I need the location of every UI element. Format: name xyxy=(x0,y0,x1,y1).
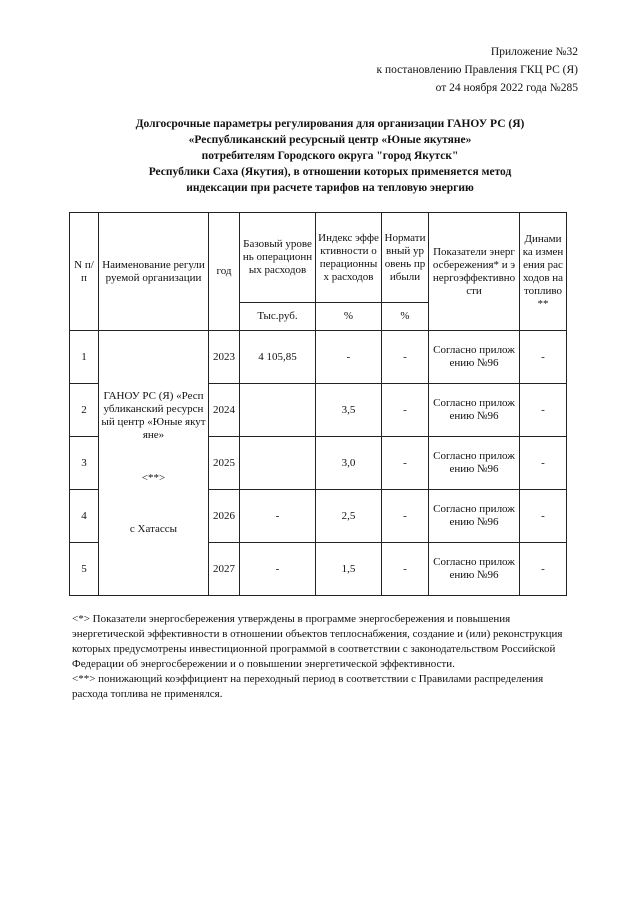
org-location: с Хатассы xyxy=(129,523,178,535)
row-energy: Согласно приложению №96 xyxy=(429,490,520,543)
unit-index: % xyxy=(316,303,382,331)
row-num: 5 xyxy=(70,543,99,596)
row-energy: Согласно приложению №96 xyxy=(429,331,520,384)
header-num: N п/п xyxy=(70,213,99,331)
title-line: «Республиканский ресурсный центр «Юные якутяне» xyxy=(188,134,472,146)
row-dynamics: - xyxy=(520,384,567,437)
title-line: индексации при расчете тарифов на тепловую энергию xyxy=(186,182,474,194)
unit-base: Тыс.руб. xyxy=(240,303,316,331)
row-year: 2024 xyxy=(209,384,240,437)
row-year: 2027 xyxy=(209,543,240,596)
parameters-table xyxy=(69,212,567,596)
table-row xyxy=(70,331,567,384)
row-index: 2,5 xyxy=(316,490,382,543)
footnote-energy: <*> Показатели энергосбережения утверждены в программе энергосбережения и повышения энергетической эффективности в отношении объектов теплоснабжения, создание и (или) реконструкция которых предусмотрены инвестиционной программой в соответствии с законодательством Российской Федерации об энергосбережении и о повышении энергетической эффективности. xyxy=(72,613,563,670)
unit-norm: % xyxy=(382,303,429,331)
footnotes xyxy=(72,612,572,702)
document-title xyxy=(60,116,600,196)
row-index: 3,5 xyxy=(316,384,382,437)
row-base: - xyxy=(240,490,316,543)
row-dynamics: - xyxy=(520,331,567,384)
row-index: 3,0 xyxy=(316,437,382,490)
row-num: 4 xyxy=(70,490,99,543)
org-cell xyxy=(99,331,209,596)
header-dynamics: Динамика изменения расходов на топливо** xyxy=(520,213,567,331)
row-year: 2026 xyxy=(209,490,240,543)
header-org: Наименование регулируемой организации xyxy=(99,213,209,331)
row-energy: Согласно приложению №96 xyxy=(429,437,520,490)
row-year: 2023 xyxy=(209,331,240,384)
header-norm: Нормативный уровень прибыли xyxy=(382,213,429,303)
org-note: <**> xyxy=(141,472,166,484)
decree-date: от 24 ноября 2022 года №285 xyxy=(435,82,578,94)
row-num: 3 xyxy=(70,437,99,490)
row-num: 1 xyxy=(70,331,99,384)
row-dynamics: - xyxy=(520,437,567,490)
row-dynamics: - xyxy=(520,490,567,543)
row-norm: - xyxy=(382,384,429,437)
title-line: Республики Саха (Якутия), в отношении которых применяется метод xyxy=(148,166,512,178)
appendix-number: Приложение №32 xyxy=(490,46,578,58)
row-index: 1,5 xyxy=(316,543,382,596)
row-dynamics: - xyxy=(520,543,567,596)
header-index: Индекс эффективности операционных расходов xyxy=(316,213,382,303)
row-num: 2 xyxy=(70,384,99,437)
row-norm: - xyxy=(382,490,429,543)
row-index: - xyxy=(316,331,382,384)
row-norm: - xyxy=(382,331,429,384)
title-line: потребителям Городского округа "город Якутск" xyxy=(201,150,459,162)
org-name: ГАНОУ РС (Я) «Республиканский ресурсный центр «Юные якутяне» xyxy=(101,390,206,441)
title-line: Долгосрочные параметры регулирования для организации ГАНОУ РС (Я) xyxy=(135,118,525,130)
row-norm: - xyxy=(382,437,429,490)
header-energy: Показатели энергосбережения* и энергоэффективности xyxy=(429,213,520,331)
row-base: - xyxy=(240,543,316,596)
row-energy: Согласно приложению №96 xyxy=(429,543,520,596)
row-year: 2025 xyxy=(209,437,240,490)
decree-reference: к постановлению Правления ГКЦ РС (Я) xyxy=(376,64,578,76)
row-base xyxy=(240,437,316,490)
row-energy: Согласно приложению №96 xyxy=(429,384,520,437)
header-year: год xyxy=(209,213,240,331)
row-base: 4 105,85 xyxy=(240,331,316,384)
row-norm: - xyxy=(382,543,429,596)
header-base: Базовый уровень операционных расходов xyxy=(240,213,316,303)
footnote-fuel: <**> понижающий коэффициент на переходный период в соответствии с Правилами распределения расхода топлива не применялся. xyxy=(72,673,544,700)
row-base xyxy=(240,384,316,437)
